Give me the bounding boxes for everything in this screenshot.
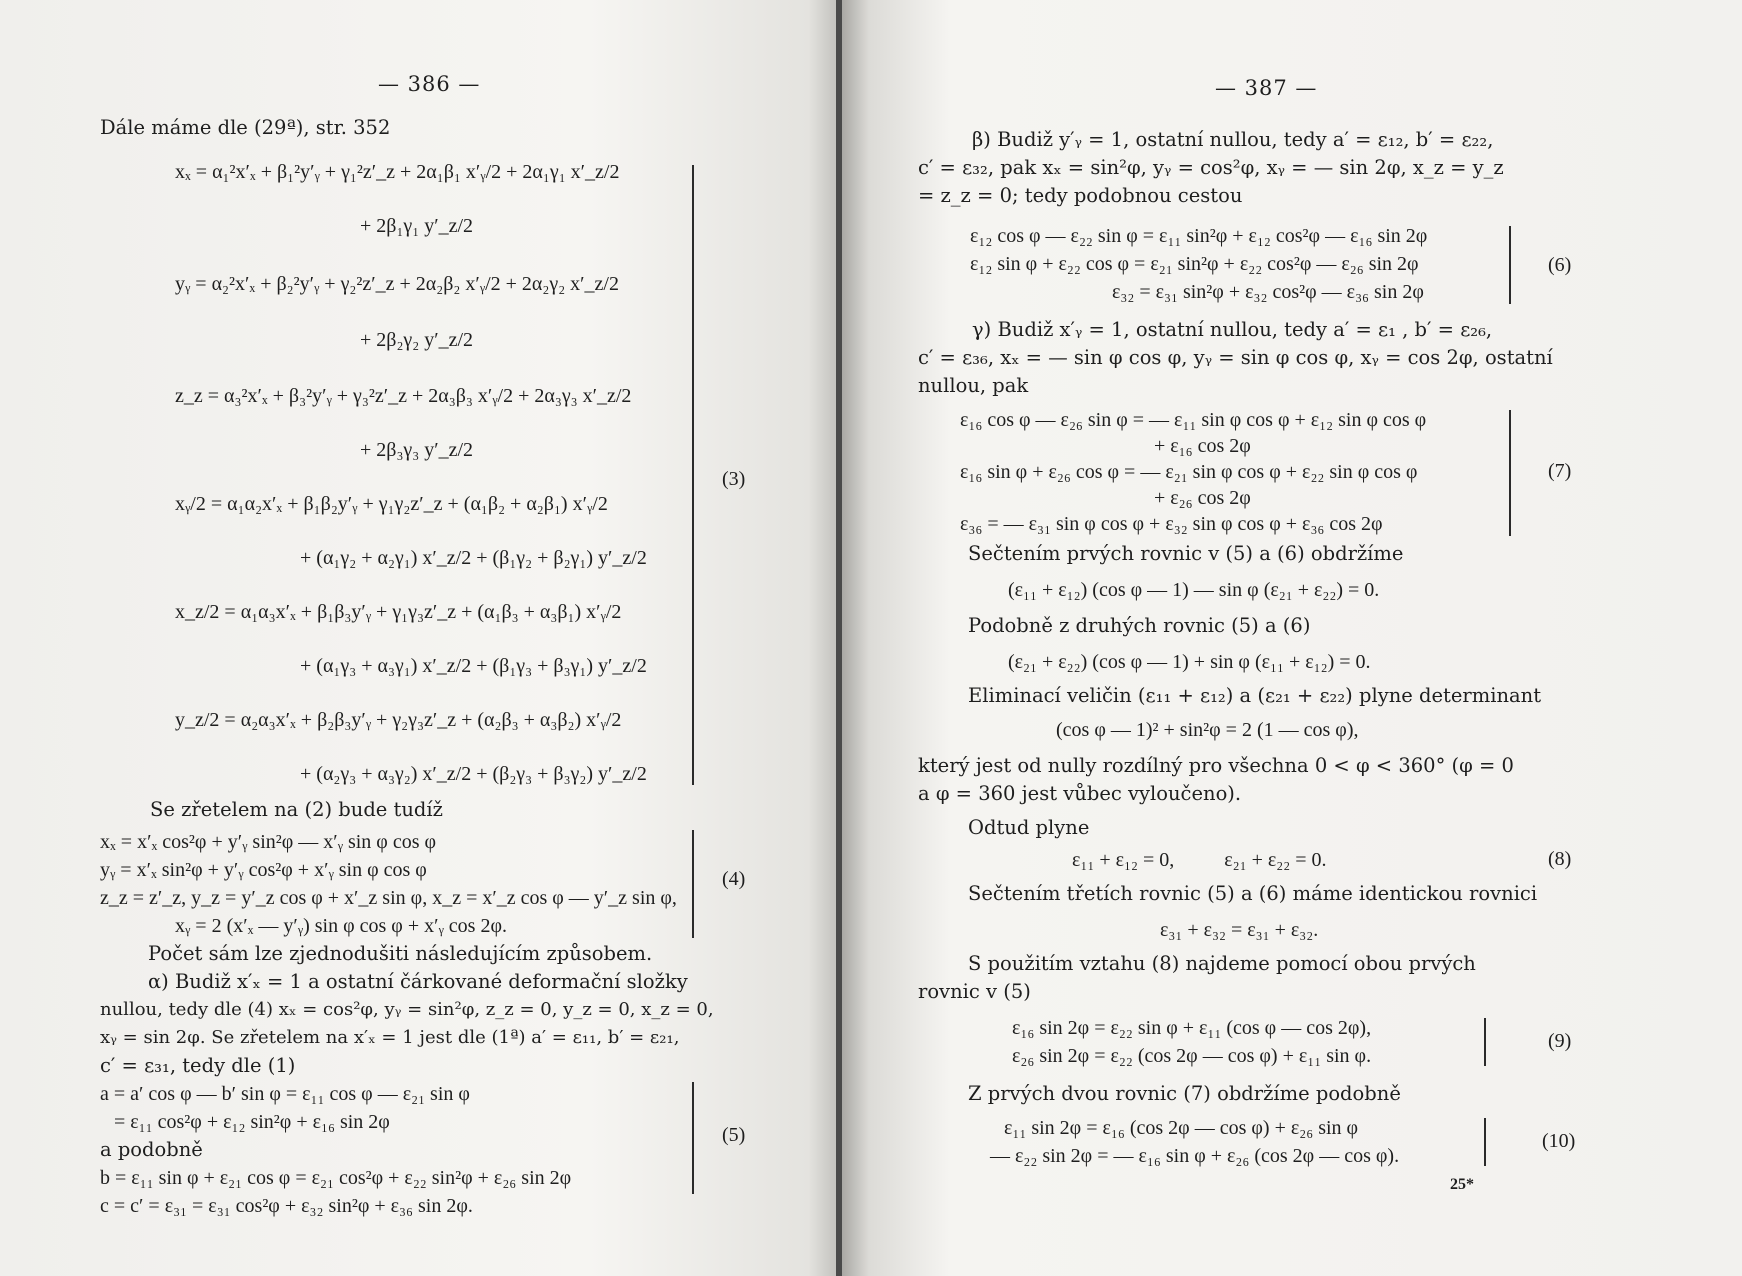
equation-line: ε₁₂ sin φ + ε₂₂ cos φ = ε₂₁ sin²φ + ε₂₂ cos²φ — ε₂₆ sin 2φ bbox=[970, 253, 1419, 275]
page-number: — 387 — bbox=[1215, 76, 1318, 100]
paragraph-text: a φ = 360 jest vůbec vyloučeno). bbox=[918, 782, 1242, 805]
equation-line: xᵧ = 2 (x′ₓ — y′ᵧ) sin φ cos φ + x′ᵧ cos 2φ. bbox=[175, 915, 508, 937]
equation-line: ε₁₆ sin 2φ = ε₂₂ sin φ + ε₁₁ (cos φ — cos 2φ), bbox=[1012, 1017, 1372, 1039]
equation-number: (6) bbox=[1548, 254, 1572, 276]
equation-number: (10) bbox=[1542, 1130, 1576, 1152]
paragraph-text: β) Budiž y′ᵧ = 1, ostatní nullou, tedy a′ = ε₁₂, b′ = ε₂₂, bbox=[972, 128, 1494, 151]
equation-line: z_z = z′_z, y_z = y′_z cos φ + x′_z sin φ, x_z = x′_z cos φ — y′_z sin φ, bbox=[100, 887, 677, 909]
equation-line: (ε₂₁ + ε₂₂) (cos φ — 1) + sin φ (ε₁₁ + ε₁₂) = 0. bbox=[1008, 651, 1371, 673]
paragraph-text: Eliminací veličin (ε₁₁ + ε₁₂) a (ε₂₁ + ε₂₂) plyne determinant bbox=[968, 684, 1542, 707]
equation-brace bbox=[692, 830, 694, 938]
equation-line: + (α₁γ₂ + α₂γ₁) x′_z/2 + (β₁γ₂ + β₂γ₁) y′_z/2 bbox=[300, 547, 647, 569]
equation-line: + ε₁₆ cos 2φ bbox=[1154, 435, 1251, 457]
equation-line: + ε₂₆ cos 2φ bbox=[1154, 487, 1251, 509]
equation-line: (ε₁₁ + ε₁₂) (cos φ — 1) — sin φ (ε₂₁ + ε₂₂) = 0. bbox=[1008, 579, 1380, 601]
paragraph-text: Počet sám lze zjednodušiti následujícím způsobem. bbox=[148, 942, 653, 965]
paragraph-text: γ) Budiž x′ᵧ = 1, ostatní nullou, tedy a′ = ε₁ , b′ = ε₂₆, bbox=[972, 318, 1493, 341]
intro-text: Dále máme dle (29ª), str. 352 bbox=[100, 116, 391, 139]
equation-line: + 2β₃γ₃ y′_z/2 bbox=[360, 439, 474, 461]
equation-line: yᵧ = α₂²x′ₓ + β₂²y′ᵧ + γ₂²z′_z + 2α₂β₂ x′ᵧ/2 + 2α₂γ₂ x′_z/2 bbox=[175, 273, 619, 295]
equation-line: z_z = α₃²x′ₓ + β₃²y′ᵧ + γ₃²z′_z + 2α₃β₃ x′ᵧ/2 + 2α₃γ₃ x′_z/2 bbox=[175, 385, 632, 407]
equation-line: b = ε₁₁ sin φ + ε₂₁ cos φ = ε₂₁ cos²φ + ε₂₂ sin²φ + ε₂₆ sin 2φ bbox=[100, 1167, 572, 1189]
equation-line: ε₃₂ = ε₃₁ sin²φ + ε₃₂ cos²φ — ε₃₆ sin 2φ bbox=[1112, 281, 1424, 303]
equation-brace bbox=[1509, 410, 1511, 536]
equation-number: (8) bbox=[1548, 848, 1572, 870]
equation-line: xₓ = x′ₓ cos²φ + y′ᵧ sin²φ — x′ᵧ sin φ cos φ bbox=[100, 831, 437, 853]
equation-number: (4) bbox=[722, 868, 746, 890]
equation-line: yᵧ = x′ₓ sin²φ + y′ᵧ cos²φ + x′ᵧ sin φ cos φ bbox=[100, 859, 427, 881]
equation-line: — ε₂₂ sin 2φ = — ε₁₆ sin φ + ε₂₆ (cos 2φ — cos φ). bbox=[990, 1145, 1400, 1167]
paragraph-text: nullou, tedy dle (4) xₓ = cos²φ, yᵧ = sin²φ, z_z = 0, y_z = 0, x_z = 0, bbox=[100, 999, 714, 1020]
equation-line: + (α₁γ₃ + α₃γ₁) x′_z/2 + (β₁γ₃ + β₃γ₁) y′_z/2 bbox=[300, 655, 647, 677]
paragraph-text: a podobně bbox=[100, 1138, 203, 1161]
equation-line: xₓ = α₁²x′ₓ + β₁²y′ᵧ + γ₁²z′_z + 2α₁β₁ x′ᵧ/2 + 2α₁γ₁ x′_z/2 bbox=[175, 161, 620, 183]
paragraph-text: c′ = ε₃₆, xₓ = — sin φ cos φ, yᵧ = sin φ cos φ, xᵧ = cos 2φ, ostatní bbox=[918, 346, 1553, 369]
equation-number: (9) bbox=[1548, 1030, 1572, 1052]
equation-line: ε₁₆ cos φ — ε₂₆ sin φ = — ε₁₁ sin φ cos φ + ε₁₂ sin φ cos φ bbox=[960, 409, 1427, 431]
paragraph-text: xᵧ = sin 2φ. Se zřetelem na x′ₓ = 1 jest dle (1ª) a′ = ε₁₁, b′ = ε₂₁, bbox=[100, 1027, 680, 1048]
equation-line: ε₂₆ sin 2φ = ε₂₂ (cos 2φ — cos φ) + ε₁₁ sin φ. bbox=[1012, 1045, 1372, 1067]
equation-brace bbox=[1484, 1118, 1486, 1166]
equation-number: (7) bbox=[1548, 460, 1572, 482]
equation-line: xᵧ/2 = α₁α₂x′ₓ + β₁β₂y′ᵧ + γ₁γ₂z′_z + (α₁β₂ + α₂β₁) x′ᵧ/2 bbox=[175, 493, 608, 515]
equation-line: y_z/2 = α₂α₃x′ₓ + β₂β₃y′ᵧ + γ₂γ₃z′_z + (α₂β₃ + α₃β₂) x′ᵧ/2 bbox=[175, 709, 622, 731]
equation-line: + 2β₁γ₁ y′_z/2 bbox=[360, 215, 474, 237]
paragraph-text: který jest od nully rozdílný pro všechna 0 < φ < 360° (φ = 0 bbox=[918, 754, 1514, 777]
equation-line: ε₁₆ sin φ + ε₂₆ cos φ = — ε₂₁ sin φ cos φ + ε₂₂ sin φ cos φ bbox=[960, 461, 1418, 483]
equation-line: a = a′ cos φ — b′ sin φ = ε₁₁ cos φ — ε₂₁ sin φ bbox=[100, 1083, 470, 1105]
paragraph-text: c′ = ε₃₂, pak xₓ = sin²φ, yᵧ = cos²φ, xᵧ = — sin 2φ, x_z = y_z bbox=[918, 156, 1504, 179]
equation-line: ε₁₂ cos φ — ε₂₂ sin φ = ε₁₁ sin²φ + ε₁₂ cos²φ — ε₁₆ sin 2φ bbox=[970, 225, 1428, 247]
paragraph-text: rovnic v (5) bbox=[918, 980, 1031, 1003]
equation-brace bbox=[1509, 226, 1511, 304]
paragraph-text: Sečtením prvých rovnic v (5) a (6) obdržíme bbox=[968, 542, 1404, 565]
equation-line: = ε₁₁ cos²φ + ε₁₂ sin²φ + ε₁₆ sin 2φ bbox=[114, 1111, 390, 1133]
equation-number: (3) bbox=[722, 468, 746, 490]
paragraph-text: Z prvých dvou rovnic (7) obdržíme podobně bbox=[968, 1082, 1401, 1105]
paragraph-text: nullou, pak bbox=[918, 374, 1029, 397]
equation-brace bbox=[1484, 1018, 1486, 1066]
equation-brace bbox=[692, 1082, 694, 1194]
equation-line: c = c′ = ε₃₁ = ε₃₁ cos²φ + ε₃₂ sin²φ + ε₃₆ sin 2φ. bbox=[100, 1195, 473, 1217]
page-number: — 386 — bbox=[378, 72, 481, 96]
signature-mark: 25* bbox=[1450, 1176, 1474, 1193]
paragraph-text: S použitím vztahu (8) najdeme pomocí obou prvých bbox=[968, 952, 1476, 975]
equation-line: + (α₂γ₃ + α₃γ₂) x′_z/2 + (β₂γ₃ + β₃γ₂) y′_z/2 bbox=[300, 763, 647, 785]
equation-line: ε₁₁ sin 2φ = ε₁₆ (cos 2φ — cos φ) + ε₂₆ sin φ bbox=[1004, 1117, 1359, 1139]
equation-line: (cos φ — 1)² + sin²φ = 2 (1 — cos φ), bbox=[1056, 719, 1359, 741]
left-page bbox=[0, 0, 842, 1276]
paragraph-text: Se zřetelem na (2) bude tudíž bbox=[150, 798, 443, 821]
equation-brace bbox=[692, 165, 694, 785]
paragraph-text: = z_z = 0; tedy podobnou cestou bbox=[918, 184, 1243, 207]
paragraph-text: c′ = ε₃₁, tedy dle (1) bbox=[100, 1054, 296, 1077]
right-page bbox=[842, 0, 1742, 1276]
equation-line: ε₁₁ + ε₁₂ = 0, ε₂₁ + ε₂₂ = 0. bbox=[1072, 849, 1327, 871]
equation-number: (5) bbox=[722, 1124, 746, 1146]
paragraph-text: Podobně z druhých rovnic (5) a (6) bbox=[968, 614, 1311, 637]
equation-line: x_z/2 = α₁α₃x′ₓ + β₁β₃y′ᵧ + γ₁γ₃z′_z + (α₁β₃ + α₃β₁) x′ᵧ/2 bbox=[175, 601, 622, 623]
equation-line: ε₃₁ + ε₃₂ = ε₃₁ + ε₃₂. bbox=[1160, 919, 1319, 941]
paragraph-text: Odtud plyne bbox=[968, 816, 1090, 839]
paragraph-text: α) Budiž x′ₓ = 1 a ostatní čárkované deformační složky bbox=[148, 970, 688, 993]
equation-line: ε₃₆ = — ε₃₁ sin φ cos φ + ε₃₂ sin φ cos φ + ε₃₆ cos 2φ bbox=[960, 513, 1383, 535]
equation-line: + 2β₂γ₂ y′_z/2 bbox=[360, 329, 474, 351]
paragraph-text: Sečtením třetích rovnic (5) a (6) máme identickou rovnici bbox=[968, 882, 1538, 905]
